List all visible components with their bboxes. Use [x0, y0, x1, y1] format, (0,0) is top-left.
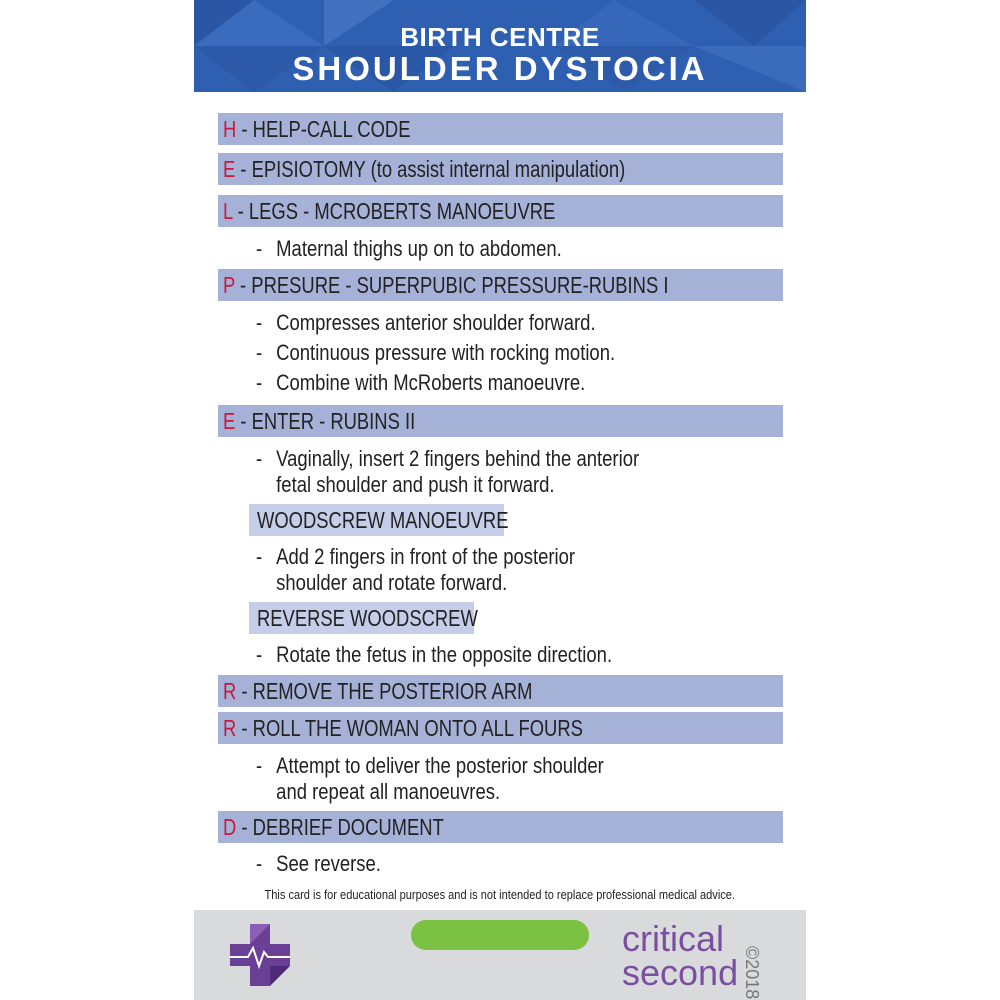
sub-heading-woodscrew: WOODSCREW MANOEUVRE	[249, 504, 504, 536]
step-bar-enter	[218, 405, 783, 437]
step-label	[223, 198, 555, 225]
step-letter: L	[223, 197, 233, 224]
sub-heading-reverse-woodscrew: REVERSE WOODSCREW	[249, 602, 474, 634]
step-label	[223, 678, 532, 705]
bullet-item: - Combine with McRoberts manoeuvre.	[256, 370, 586, 395]
step-letter: H	[223, 115, 237, 142]
step-text: - PRESURE - SUPERPUBIC PRESSURE-RUBINS I	[234, 271, 669, 298]
step-bar-legs	[218, 195, 783, 227]
card-header	[194, 0, 806, 92]
bullet-item: - Maternal thighs up on to abdomen.	[256, 236, 562, 261]
status-pill	[411, 920, 589, 950]
card-footer	[194, 910, 806, 1000]
step-letter: E	[223, 155, 236, 182]
step-text: - DEBRIEF DOCUMENT	[236, 813, 444, 840]
step-label	[223, 408, 415, 435]
reference-card	[194, 0, 806, 1000]
card-title: BIRTH CENTRE	[400, 22, 600, 52]
bullet-item: - Vaginally, insert 2 fingers behind the anterior fetal shoulder and push it forward.	[256, 446, 640, 497]
step-bar-pressure	[218, 269, 783, 301]
step-letter: R	[223, 714, 237, 741]
step-bar-debrief	[218, 811, 783, 843]
bullet-item: - Add 2 fingers in front of the posterior shoulder and rotate forward.	[256, 544, 576, 595]
step-text: - HELP-CALL CODE	[236, 115, 411, 142]
step-text: - EPISIOTOMY	[235, 155, 366, 182]
disclaimer: This card is for educational purposes and is not intended to replace professional medical advice.	[264, 887, 736, 902]
step-text: - ROLL THE WOMAN ONTO ALL FOURS	[236, 714, 583, 741]
bullet-item: - Attempt to deliver the posterior shoulder and repeat all manoeuvres.	[256, 753, 604, 804]
step-bar-remove-arm	[218, 675, 783, 707]
medical-cross-heartbeat-icon	[230, 924, 290, 986]
step-letter: D	[223, 813, 237, 840]
step-letter: P	[223, 271, 235, 298]
step-letter: E	[223, 407, 236, 434]
card-subtitle: SHOULDER DYSTOCIA	[292, 50, 708, 87]
step-label	[223, 814, 444, 841]
step-label	[223, 272, 668, 299]
brand-name-line2: second	[622, 952, 739, 993]
bullet-item: - See reverse.	[256, 851, 381, 876]
step-label	[223, 116, 410, 143]
step-text: - ENTER - RUBINS II	[235, 407, 416, 434]
step-label	[223, 156, 625, 183]
bullet-item: - Rotate the fetus in the opposite direction.	[256, 642, 613, 667]
step-label	[223, 715, 583, 742]
bullet-item: - Compresses anterior shoulder forward.	[256, 310, 596, 335]
copyright: ©2018	[742, 946, 762, 1000]
step-text: - REMOVE THE POSTERIOR ARM	[236, 677, 533, 704]
step-note: (to assist internal manipulation)	[365, 155, 626, 182]
step-bar-help	[218, 113, 783, 145]
step-bar-episiotomy	[218, 153, 783, 185]
brand-name-line1: critical	[622, 918, 725, 959]
step-text: - LEGS - MCROBERTS MANOEUVRE	[232, 197, 556, 224]
bullet-item: - Continuous pressure with rocking motion.	[256, 340, 616, 365]
step-letter: R	[223, 677, 237, 704]
step-bar-roll	[218, 712, 783, 744]
